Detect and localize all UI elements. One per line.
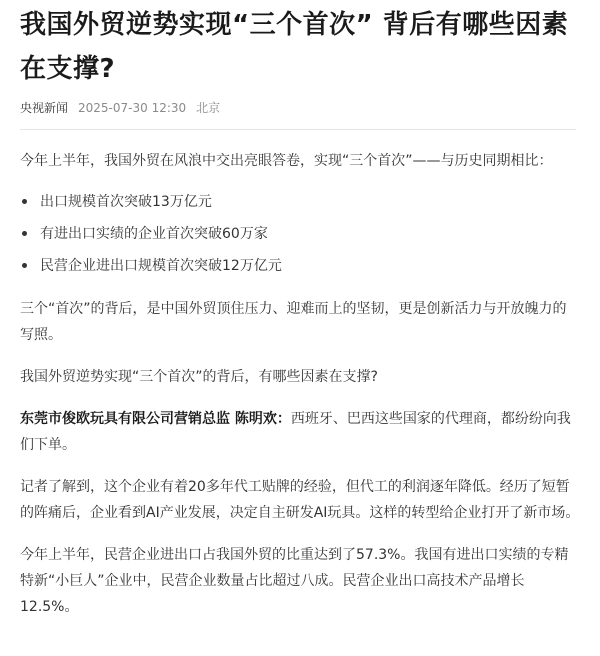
quote-text: 西班牙、巴西这些国家的代理商，都纷纷向我们下单。 (20, 411, 571, 453)
paragraph-summary: 三个“首次”的背后，是中国外贸顶住压力、迎难而上的坚韧，更是创新活力与开放魄力的写照。 (20, 301, 567, 343)
article (20, 0, 580, 620)
paragraph-reporter: 记者了解到，这个企业有着20多年代工贴牌的经验，但代工的利润逐年降低。经历了短暂的阵痛后，企业看到AI产业发展，决定自主研发AI玩具。这样的转型给企业打开了新市场。 (20, 479, 580, 521)
article-title: 我国外贸逆势实现“三个首次” 背后有哪些因素在支撑? (20, 10, 569, 84)
publish-time: 2025-07-30 12:30 (78, 101, 187, 115)
bullet-dot-icon (22, 199, 27, 204)
paragraph-intro: 今年上半年，我国外贸在风浪中交出亮眼答卷，实现“三个首次”——与历史同期相比： (20, 153, 553, 169)
bullet-item (20, 218, 580, 250)
bullet-text: 有进出口实绩的企业首次突破60万家 (40, 226, 268, 242)
bullet-text: 出口规模首次突破13万亿元 (40, 194, 212, 210)
bullet-dot-icon (22, 231, 27, 236)
bullet-list (20, 186, 580, 282)
article-meta (20, 99, 580, 117)
publish-location: 北京 (196, 101, 221, 115)
source-label[interactable]: 央视新闻 (20, 101, 69, 115)
paragraph-question: 我国外贸逆势实现“三个首次”的背后，有哪些因素在支撑? (20, 369, 378, 385)
bullet-item (20, 186, 580, 218)
paragraph-stats: 今年上半年，民营企业进出口占我国外贸的比重达到了57.3%。我国有进出口实绩的专精特新“小巨人”企业中，民营企业数量占比超过八成。民营企业出口高技术产品增长12.5%。 (20, 547, 569, 615)
paragraph-quote (20, 406, 580, 458)
bullet-item (20, 250, 580, 282)
bullet-text: 民营企业进出口规模首次突破12万亿元 (40, 258, 282, 274)
header-divider (20, 129, 576, 130)
bullet-dot-icon (22, 263, 27, 268)
speaker-name: 东莞市俊欧玩具有限公司营销总监 陈明欢： (20, 411, 291, 427)
article-body (20, 148, 580, 620)
